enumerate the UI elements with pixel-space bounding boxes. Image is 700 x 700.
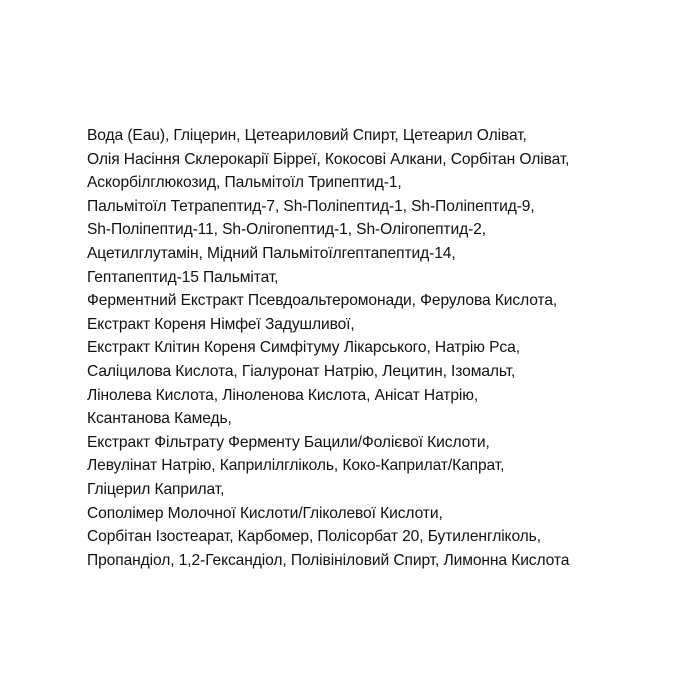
ingredients-line: Лінолева Кислота, Ліноленова Кислота, Анісат Натрію, — [87, 386, 479, 404]
ingredients-line: Аскорбілглюкозид, Пальмітоїл Трипептид-1, — [87, 174, 402, 192]
ingredients-line: Ксантанова Камедь, — [87, 410, 232, 428]
ingredients-line: Екстракт Кореня Німфеї Задушливої, — [87, 315, 355, 333]
ingredients-line: Екстракт Клітин Кореня Симфітуму Лікарського, Натрію Pca, — [87, 339, 520, 357]
ingredients-line: Екстракт Фільтрату Ферменту Бацили/Фолієвої Кислоти, — [87, 433, 490, 451]
ingredients-line: Гептапептид-15 Пальмітат, — [87, 268, 279, 286]
ingredients-line: Sh-Поліпептид-11, Sh-Олігопептид-1, Sh-Олігопептид-2, — [87, 221, 486, 239]
ingredients-line: Олія Насіння Склерокарії Бірреї, Кокосові Алкани, Сорбітан Олiват, — [87, 150, 570, 168]
ingredients-line: Пальмітоїл Тетрапептид-7, Sh-Поліпептид-1, Sh-Поліпептид-9, — [87, 197, 535, 215]
ingredients-line: Вода (Eau), Гліцерин, Цетеариловий Спирт, Цетеарил Олiват, — [87, 127, 527, 144]
ingredients-line: Саліцилова Кислота, Гіалуронат Натрію, Лецитин, Ізомальт, — [87, 362, 516, 380]
ingredients-line: Сополімер Молочної Кислоти/Гліколевої Кислоти, — [87, 504, 443, 522]
ingredients-line: Ацетилглутамін, Мідний Пальмітоїлгептапептид-14, — [87, 244, 456, 262]
ingredients-list — [87, 124, 687, 572]
ingredients-line: Пропандіол, 1,2-Гександіол, Полівініловий Спирт, Лимонна Кислота — [87, 551, 570, 569]
ingredients-line: Сорбітан Ізостеарат, Карбомер, Полісорбат 20, Бутиленгліколь, — [87, 528, 541, 546]
ingredients-line: Левулінат Натрію, Каприлілгліколь, Коко-Каприлат/Капрат, — [87, 457, 505, 475]
ingredients-line: Ферментний Екстракт Псевдоальтеромонади, Ферулова Кислота, — [87, 292, 558, 310]
ingredients-line: Гліцерил Каприлат, — [87, 480, 225, 498]
